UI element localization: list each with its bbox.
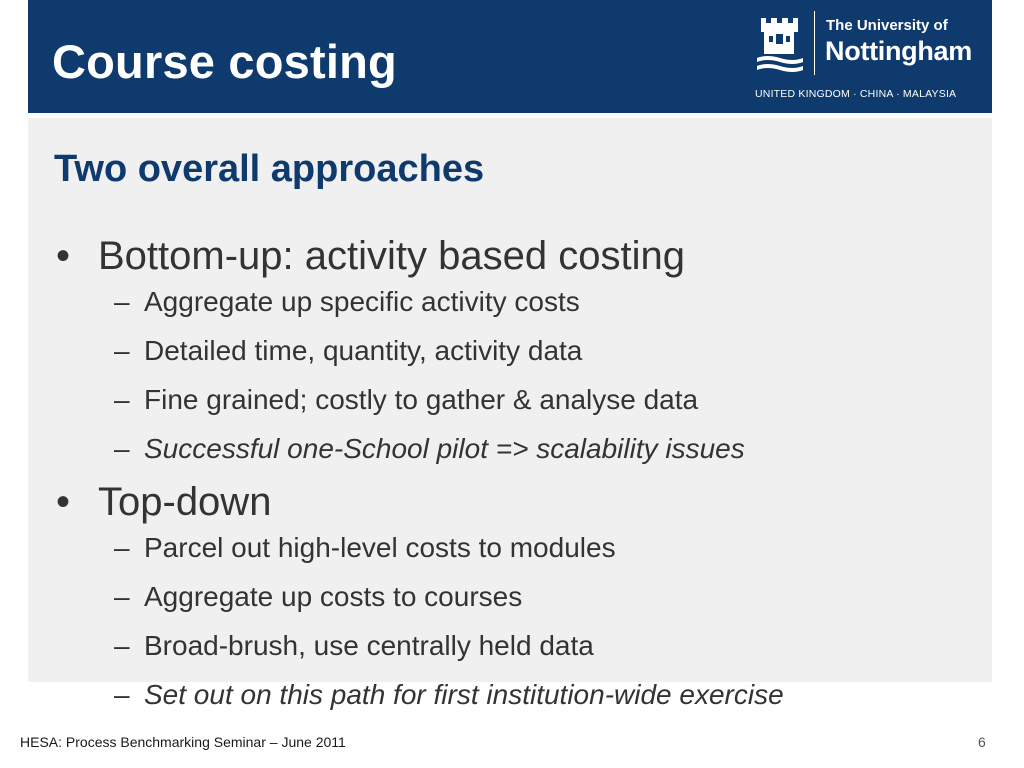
sub-bullet-text: Aggregate up specific activity costs (144, 286, 580, 317)
bullet-level-1 (56, 236, 784, 276)
slide-title: Course costing (52, 35, 397, 88)
bullet-icon: • (56, 480, 71, 524)
sub-bullet-text: Aggregate up costs to courses (144, 581, 523, 612)
dash-icon: – (114, 679, 130, 710)
dash-icon: – (114, 532, 130, 563)
bullet-level-1 (56, 482, 784, 522)
bullet-text: Top-down (98, 480, 272, 524)
footer-text: HESA: Process Benchmarking Seminar – June 2011 (20, 734, 346, 750)
dash-icon: – (114, 286, 130, 317)
dash-icon: – (114, 384, 130, 415)
logo-line-2: Nottingham (825, 36, 972, 66)
university-logo (755, 8, 985, 106)
sub-bullet-text: Broad-brush, use centrally held data (144, 630, 594, 661)
logo-divider (814, 11, 815, 75)
bullet-level-2 (56, 632, 784, 660)
sub-bullet-text: Detailed time, quantity, activity data (144, 335, 583, 366)
bullet-text: Bottom-up: activity based costing (98, 234, 685, 278)
bullet-level-2 (56, 386, 784, 414)
bullet-level-2 (56, 435, 784, 463)
slide-header (28, 0, 992, 113)
sub-bullet-text: Parcel out high-level costs to modules (144, 532, 616, 563)
dash-icon: – (114, 433, 130, 464)
bullet-level-2 (56, 583, 784, 611)
bullet-icon: • (56, 234, 71, 278)
bullet-level-2 (56, 681, 784, 709)
castle-crest-icon (755, 12, 805, 74)
bullet-level-2 (56, 337, 784, 365)
dash-icon: – (114, 335, 130, 366)
logo-tagline: UNITED KINGDOM · CHINA · MALAYSIA (755, 88, 957, 100)
sub-bullet-text: Set out on this path for first institution-wide exercise (144, 679, 784, 710)
page-number: 6 (978, 734, 986, 750)
bullet-list (56, 236, 784, 709)
bullet-level-2 (56, 288, 784, 316)
logo-line-1: The University of (826, 17, 948, 34)
sub-bullet-text: Successful one-School pilot => scalability issues (144, 433, 745, 464)
slide-subtitle: Two overall approaches (54, 148, 485, 190)
dash-icon: – (114, 581, 130, 612)
sub-bullet-text: Fine grained; costly to gather & analyse data (144, 384, 699, 415)
bullet-level-2 (56, 534, 784, 562)
dash-icon: – (114, 630, 130, 661)
